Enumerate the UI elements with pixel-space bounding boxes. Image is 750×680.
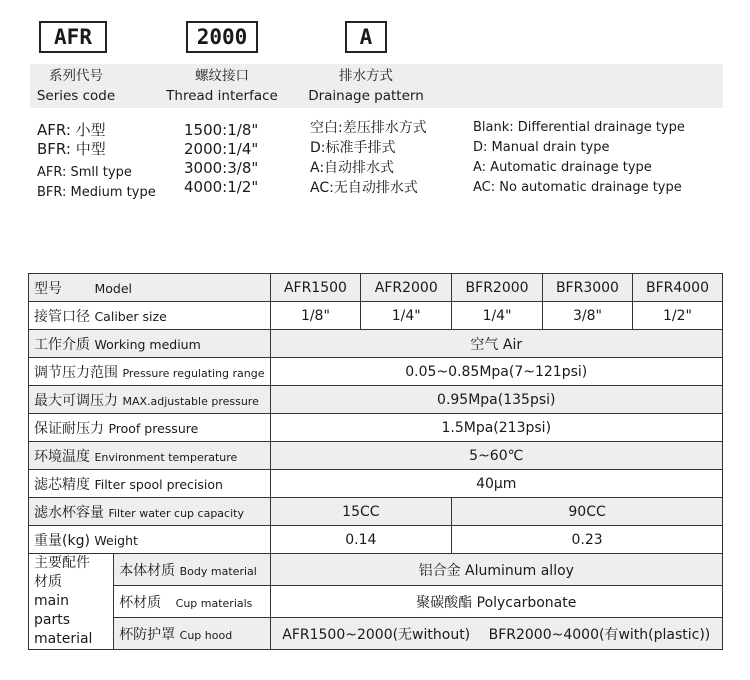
cup-hood-value xyxy=(270,618,722,650)
cup-material-label: 杯材质 Cup materials xyxy=(114,586,270,618)
thread-option-3: 3000:3/8" xyxy=(184,159,259,177)
drain-code-value: A xyxy=(359,25,373,49)
table-row xyxy=(29,586,723,618)
series-code-value: AFR xyxy=(54,25,92,49)
drainage-pattern-label-en: Drainage pattern xyxy=(308,88,424,104)
series-code-label xyxy=(30,66,122,106)
drain-code-box xyxy=(345,21,387,53)
weight-afr: 0.14 xyxy=(270,526,452,554)
spec-table xyxy=(28,273,723,650)
body-material-label: 本体材质 Body material xyxy=(114,554,270,586)
caliber-cell: 1/4" xyxy=(452,302,543,330)
body-material-value: 铝合金 Aluminum alloy xyxy=(270,554,722,586)
table-row xyxy=(29,302,723,330)
drain-option-cn-2: D:标准手排式 xyxy=(310,140,396,156)
cup-material-value: 聚碳酸酯 Polycarbonate xyxy=(270,586,722,618)
model-cell: BFR3000 xyxy=(542,274,632,302)
series-afr-en: AFR: Smll type xyxy=(37,165,132,180)
table-row xyxy=(29,414,723,442)
series-bfr-en: BFR: Medium type xyxy=(37,185,156,200)
cup-hood-bfr: BFR2000~4000(有with(plastic)) xyxy=(488,626,711,643)
table-row xyxy=(29,498,723,526)
thread-option-2: 2000:1/4" xyxy=(184,140,259,158)
thread-option-1: 1500:1/8" xyxy=(184,121,259,139)
table-row xyxy=(29,526,723,554)
table-row xyxy=(29,470,723,498)
cup-capacity-afr: 15CC xyxy=(270,498,452,526)
drain-option-en-1: Blank: Differential drainage type xyxy=(473,120,685,135)
series-code-label-en: Series code xyxy=(36,88,116,104)
caliber-cell: 1/8" xyxy=(270,302,361,330)
filter-precision-value: 40μm xyxy=(270,470,722,498)
thread-option-4: 4000:1/2" xyxy=(184,178,259,196)
series-afr-cn: AFR: 小型 xyxy=(37,121,106,139)
thread-interface-label-en: Thread interface xyxy=(166,88,278,104)
drain-option-en-3: A: Automatic drainage type xyxy=(473,160,652,175)
thread-code-value: 2000 xyxy=(196,25,248,49)
thread-interface-label-cn: 螺纹接口 xyxy=(195,68,249,84)
table-row xyxy=(29,386,723,414)
temperature-value: 5~60℃ xyxy=(270,442,722,470)
drain-option-cn-1: 空白:差压排水方式 xyxy=(310,120,427,136)
series-code-label-cn: 系列代号 xyxy=(49,68,103,84)
table-row xyxy=(29,330,723,358)
medium-value: 空气 Air xyxy=(270,330,722,358)
table-row xyxy=(29,358,723,386)
caliber-cell: 1/4" xyxy=(361,302,452,330)
proof-pressure-value: 1.5Mpa(213psi) xyxy=(270,414,722,442)
table-row xyxy=(29,618,723,650)
model-cell: BFR4000 xyxy=(632,274,722,302)
series-code-box xyxy=(39,21,107,53)
caliber-label: 接管口径 Caliber size xyxy=(29,302,271,330)
thread-code-box xyxy=(186,21,258,53)
caliber-cell: 1/2" xyxy=(632,302,722,330)
cup-capacity-label: 滤水杯容量 Filter water cup capacity xyxy=(29,498,271,526)
filter-precision-label: 滤芯精度 Filter spool precision xyxy=(29,470,271,498)
main-parts-group-label: 主要配件 材质 main parts material xyxy=(29,554,114,650)
drainage-pattern-label xyxy=(304,66,428,106)
table-row xyxy=(29,442,723,470)
series-bfr-cn: BFR: 中型 xyxy=(37,140,106,158)
drain-option-cn-4: AC:无自动排水式 xyxy=(310,180,418,196)
drain-option-en-2: D: Manual drain type xyxy=(473,140,610,155)
cup-hood-afr: AFR1500~2000(无without) xyxy=(282,626,471,643)
cup-capacity-bfr: 90CC xyxy=(452,498,723,526)
model-cell: AFR2000 xyxy=(361,274,452,302)
max-pressure-label: 最大可调压力 MAX.adjustable pressure xyxy=(29,386,271,414)
drainage-pattern-label-cn: 排水方式 xyxy=(339,68,393,84)
pressure-range-label: 调节压力范围 Pressure regulating range xyxy=(29,358,271,386)
cup-hood-label: 杯防护罩 Cup hood xyxy=(114,618,270,650)
table-row xyxy=(29,554,723,586)
thread-interface-label xyxy=(160,66,284,106)
model-cell: BFR2000 xyxy=(452,274,543,302)
model-label: 型号 Model xyxy=(29,274,271,302)
drain-option-cn-3: A:自动排水式 xyxy=(310,160,395,176)
model-cell: AFR1500 xyxy=(270,274,361,302)
table-row xyxy=(29,274,723,302)
pressure-range-value: 0.05~0.85Mpa(7~121psi) xyxy=(270,358,722,386)
proof-pressure-label: 保证耐压力 Proof pressure xyxy=(29,414,271,442)
caliber-cell: 3/8" xyxy=(542,302,632,330)
max-pressure-value: 0.95Mpa(135psi) xyxy=(270,386,722,414)
weight-label: 重量(kg) Weight xyxy=(29,526,271,554)
drain-option-en-4: AC: No automatic drainage type xyxy=(473,180,682,195)
temperature-label: 环境温度 Environment temperature xyxy=(29,442,271,470)
medium-label: 工作介质 Working medium xyxy=(29,330,271,358)
weight-bfr: 0.23 xyxy=(452,526,723,554)
